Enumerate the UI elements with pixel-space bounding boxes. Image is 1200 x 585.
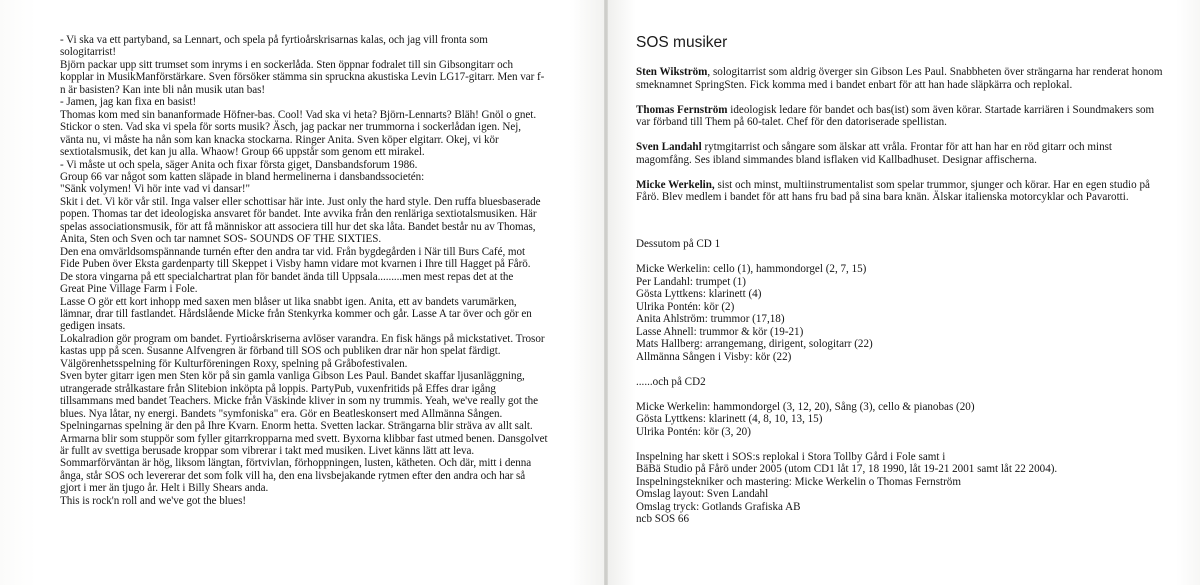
credit-line: Ulrika Pontén: kör (2) <box>636 300 735 313</box>
story-line: Björn packar upp sitt trumset som inryms i en sockerlåda. Sten öppnar fodralet till sin Gibsongitarr och <box>60 58 513 71</box>
story-line: kopplar in MusikManförstärkare. Sven försöker stämma sin spruckna akustiska Levin LG17-gitarr. Men var f- <box>60 71 545 84</box>
story-line: vänta nu, vi måste ha nån som kan knacka stockarna. Ringer Anita. Sven köper elgitarr. Okej, vi kör <box>60 133 499 146</box>
production-line: Inspelning har skett i SOS:s replokal i Stora Tollby Gård i Fole samt i <box>636 450 946 463</box>
story-line: Fide Puben över Eksta gardenparty till Skeppet i Visby hamn vidare mot kvarnen i Ihre till Hagget på Fårö. <box>60 258 531 271</box>
musician-bio <box>636 179 1166 204</box>
story-line: Group 66 var något som katten släpade in bland hermelinerna i dansbandssocietén: <box>60 170 425 183</box>
credits-section <box>636 238 1166 526</box>
story-line: Lokalradion gör program om bandet. Fyrtioårskriserna avlöser varandra. En fisk hängs på mickstativet. Trosor <box>60 332 545 345</box>
story-line: Armarna blir som stupрör som fyller gitarrkropparna med svett. Byxorna klibbar fast utmed benen. Dansgolvet <box>60 432 548 445</box>
credit-line: Gösta Lyttkens: klarinett (4, 8, 10, 13, 15) <box>636 413 823 425</box>
musician-name: Thomas Fernström <box>636 103 728 116</box>
story-line: kastas upp på scen. Susanne Alfvengren är förband till SOS och publiken drar när hon spelat färdigt. <box>60 345 501 358</box>
credit-line: Allmänna Sången i Visby: kör (22) <box>636 350 792 363</box>
story-line: Sommarförväntan är hög, liksom längtan, förtvivlan, förhoppningen, lusten, kätheten. Och där, mitt i denna <box>60 457 532 470</box>
story-line: - Vi måste ut och spela, säger Anita och fixar första giget, Dansbandsforum 1986. <box>60 158 418 171</box>
musician-description: rytmgitarrist och sångare som älskar att vråla. Frontar för att han har en röd gitarr och minst magomfång. Ses ibland simmandes bland isflaken vid Kallbadhuset. Designar affischerna. <box>636 141 1113 166</box>
story-line: n är basisten? Kan inte bli nån musik utan bas! <box>60 83 265 96</box>
story-line: utrangerade strålkastare från Slitebion inköpta på loppis. PartyPub, vuxenfritids på Effes drar igång <box>60 382 496 395</box>
credit-line: Lasse Ahnell: trummor & kör (19-21) <box>636 325 804 338</box>
musician-description: sist och minst, multiinstrumentalist som spelar trummor, sjunger och körar. Har en egen studio på Fårö. Blev medlem i bandet för att hans fru bad på sina bara knän. Älskar italienska motorcyklar och Pavarotti. <box>636 178 1150 203</box>
production-line: Inspelningstekniker och mastering: Micke Werkelin o Thomas Fernström <box>636 475 961 488</box>
credit-line: Gösta Lyttkens: klarinett (4) <box>636 288 762 300</box>
story-line: tillsammans med bandet Teachers. Micke från Väskinde kliver in som ny trummis. Yeah, we've really got the <box>60 395 539 408</box>
story-line: popen. Thomas tar det ideologiska ansvaret för bandet. Inte avvika från den renläriga sextiotalsmusiken. Här <box>60 208 537 221</box>
story-line: Sven byter gitarr igen men Sten kör på sin gamla vanliga Gibson Les Paul. Bandet skaffar ljusanläggning, <box>60 370 525 383</box>
production-info <box>636 451 1166 526</box>
musician-name: Micke Werkelin, <box>636 178 715 191</box>
band-story <box>60 34 580 507</box>
musician-name: Sven Landahl <box>636 141 702 153</box>
credit-line: Micke Werkelin: hammondorgel (3, 12, 20), Sång (3), cello & pianobas (20) <box>636 400 975 413</box>
story-line: Välgörenhetsspelning för Kulturföreningen Roxy, spelning på Gråbofestivalen. <box>60 357 408 370</box>
credit-line: Anita Ahlström: trummor (17,18) <box>636 313 785 325</box>
story-line: är fullt av svettiga berusade kroppar som vibrerar i takt med musiken. Livet känns lätt att leva. <box>60 444 475 457</box>
production-line: Omslag layout: Sven Landahl <box>636 488 769 500</box>
credit-line: Mats Hallberg: arrangemang, dirigent, sologitarr (22) <box>636 338 873 350</box>
story-line: Thomas kom med sin bananformade Höfner-bas. Cool! Vad ska vi heta? Björn-Lennarts? Bläh! Gnöl o gnet. <box>60 108 537 121</box>
credit-line: Per Landahl: trumpet (1) <box>636 275 746 288</box>
cd2-credits <box>636 401 1166 439</box>
story-line: "Sänk volymen! Vi hör inte vad vi dansar!" <box>60 183 251 196</box>
story-line: sologitarrist! <box>60 46 116 59</box>
story-line: Den ena omvärldsomspännande turnén efter den andra tar vid. Från bygdegården i När till Burs Café, mot <box>60 245 526 258</box>
story-line: - Vi ska va ett partyband, sa Lennart, och spela på fyrtioårskrisarnas kalas, och jag vill fronta som <box>60 34 488 46</box>
musician-description: ideologisk ledare för bandet och bas(ist) som även körar. Startade karriären i Soundmakers som var förband till Them på 60-talet. Chef för den datoriserade spellistan. <box>636 103 1155 128</box>
story-line: ånga, står SOS och levererar det som folk vill ha, den ena livsbejakande rytmen efter den andra och har så <box>60 469 526 482</box>
story-line: gedigen insats. <box>60 320 126 333</box>
story-line: spelas associationsmusik, för att få människor att associera till hur det ska låta. Bandet består nu av Thomas, <box>60 220 536 233</box>
story-line: gjort i mer än tjugo år. Helt i Billy Shears anda. <box>60 482 269 495</box>
cd2-title: ......och på CD2 <box>636 375 706 388</box>
production-line: ncb SOS 66 <box>636 513 690 525</box>
story-line: Great Pine Village Farm i Fole. <box>60 283 198 296</box>
story-line: Spelningarnas spelning är den på Ihre Kvarn. Enorm hetta. Svetten lackar. Strängarna blir sträva av allt salt. <box>60 420 533 433</box>
cd1-title: Dessutom på CD 1 <box>636 238 721 250</box>
story-line: sextiotalsmusik, det kan ju alla. Whaow! Group 66 uppstår som genom ett mirakel. <box>60 146 425 159</box>
page-fold <box>604 0 608 585</box>
musician-name: Sten Wikström <box>636 66 708 78</box>
musician-bios <box>636 66 1166 216</box>
story-line: De stora vingarna på ett specialchartrat plan för bandet ända till Uppsala.........men mest repas det at the <box>60 270 514 283</box>
musician-bio <box>636 104 1166 129</box>
musician-bio <box>636 66 1166 91</box>
page-title: SOS musiker <box>636 34 728 51</box>
production-line: BäBä Studio på Fårö under 2005 (utom CD1 låt 17, 18 1990, låt 19-21 2001 samt låt 22 2004). <box>636 463 1058 475</box>
production-line: Omslag tryck: Gotlands Grafiska AB <box>636 500 801 513</box>
story-line: - Jamen, jag kan fixa en basist! <box>60 96 197 109</box>
cd1-credits <box>636 263 1166 363</box>
story-line: Stickor o sten. Vad ska vi spela för sorts musik? Äsch, jag packar ner trummorna i sockerlådan igen. Nej, <box>60 121 521 134</box>
story-line: Lasse O gör ett kort inhopp med saxen men blåser ut lika snabbt igen. Anita, ett av bandets varumärken, <box>60 295 517 308</box>
story-line: lämnar, drar till fastlandet. Hårdslående Micke från Stenkyrka kommer och går. Lasse A tar över och gör en <box>60 307 532 320</box>
story-line: Skit i det. Vi kör vår stil. Inga valser eller schottisar här inte. Just only the hard style. Den ruffa bluesbaserade <box>60 195 541 208</box>
musician-bio <box>636 141 1166 166</box>
story-line: This is rock'n roll and we've got the blues! <box>60 494 247 507</box>
story-line: blues. Nya låtar, ny energi. Bandets "symfoniska" era. Gör en Beatleskonsert med Allmänna Sången. <box>60 407 503 420</box>
musician-description: , sologitarrist som aldrig överger sin Gibson Les Paul. Snabbheten över strängarna har renderat honom smeknamnet SpringSten. Fick komma med i bandet enbart för att han hade släpkärra och replokal. <box>636 66 1163 91</box>
credit-line: Ulrika Pontén: kör (3, 20) <box>636 425 751 438</box>
story-line: Anita, Sten och Sven och tar namnet SOS- SOUNDS OF THE SIXTIES. <box>60 233 382 246</box>
credit-line: Micke Werkelin: cello (1), hammondorgel (2, 7, 15) <box>636 263 867 275</box>
